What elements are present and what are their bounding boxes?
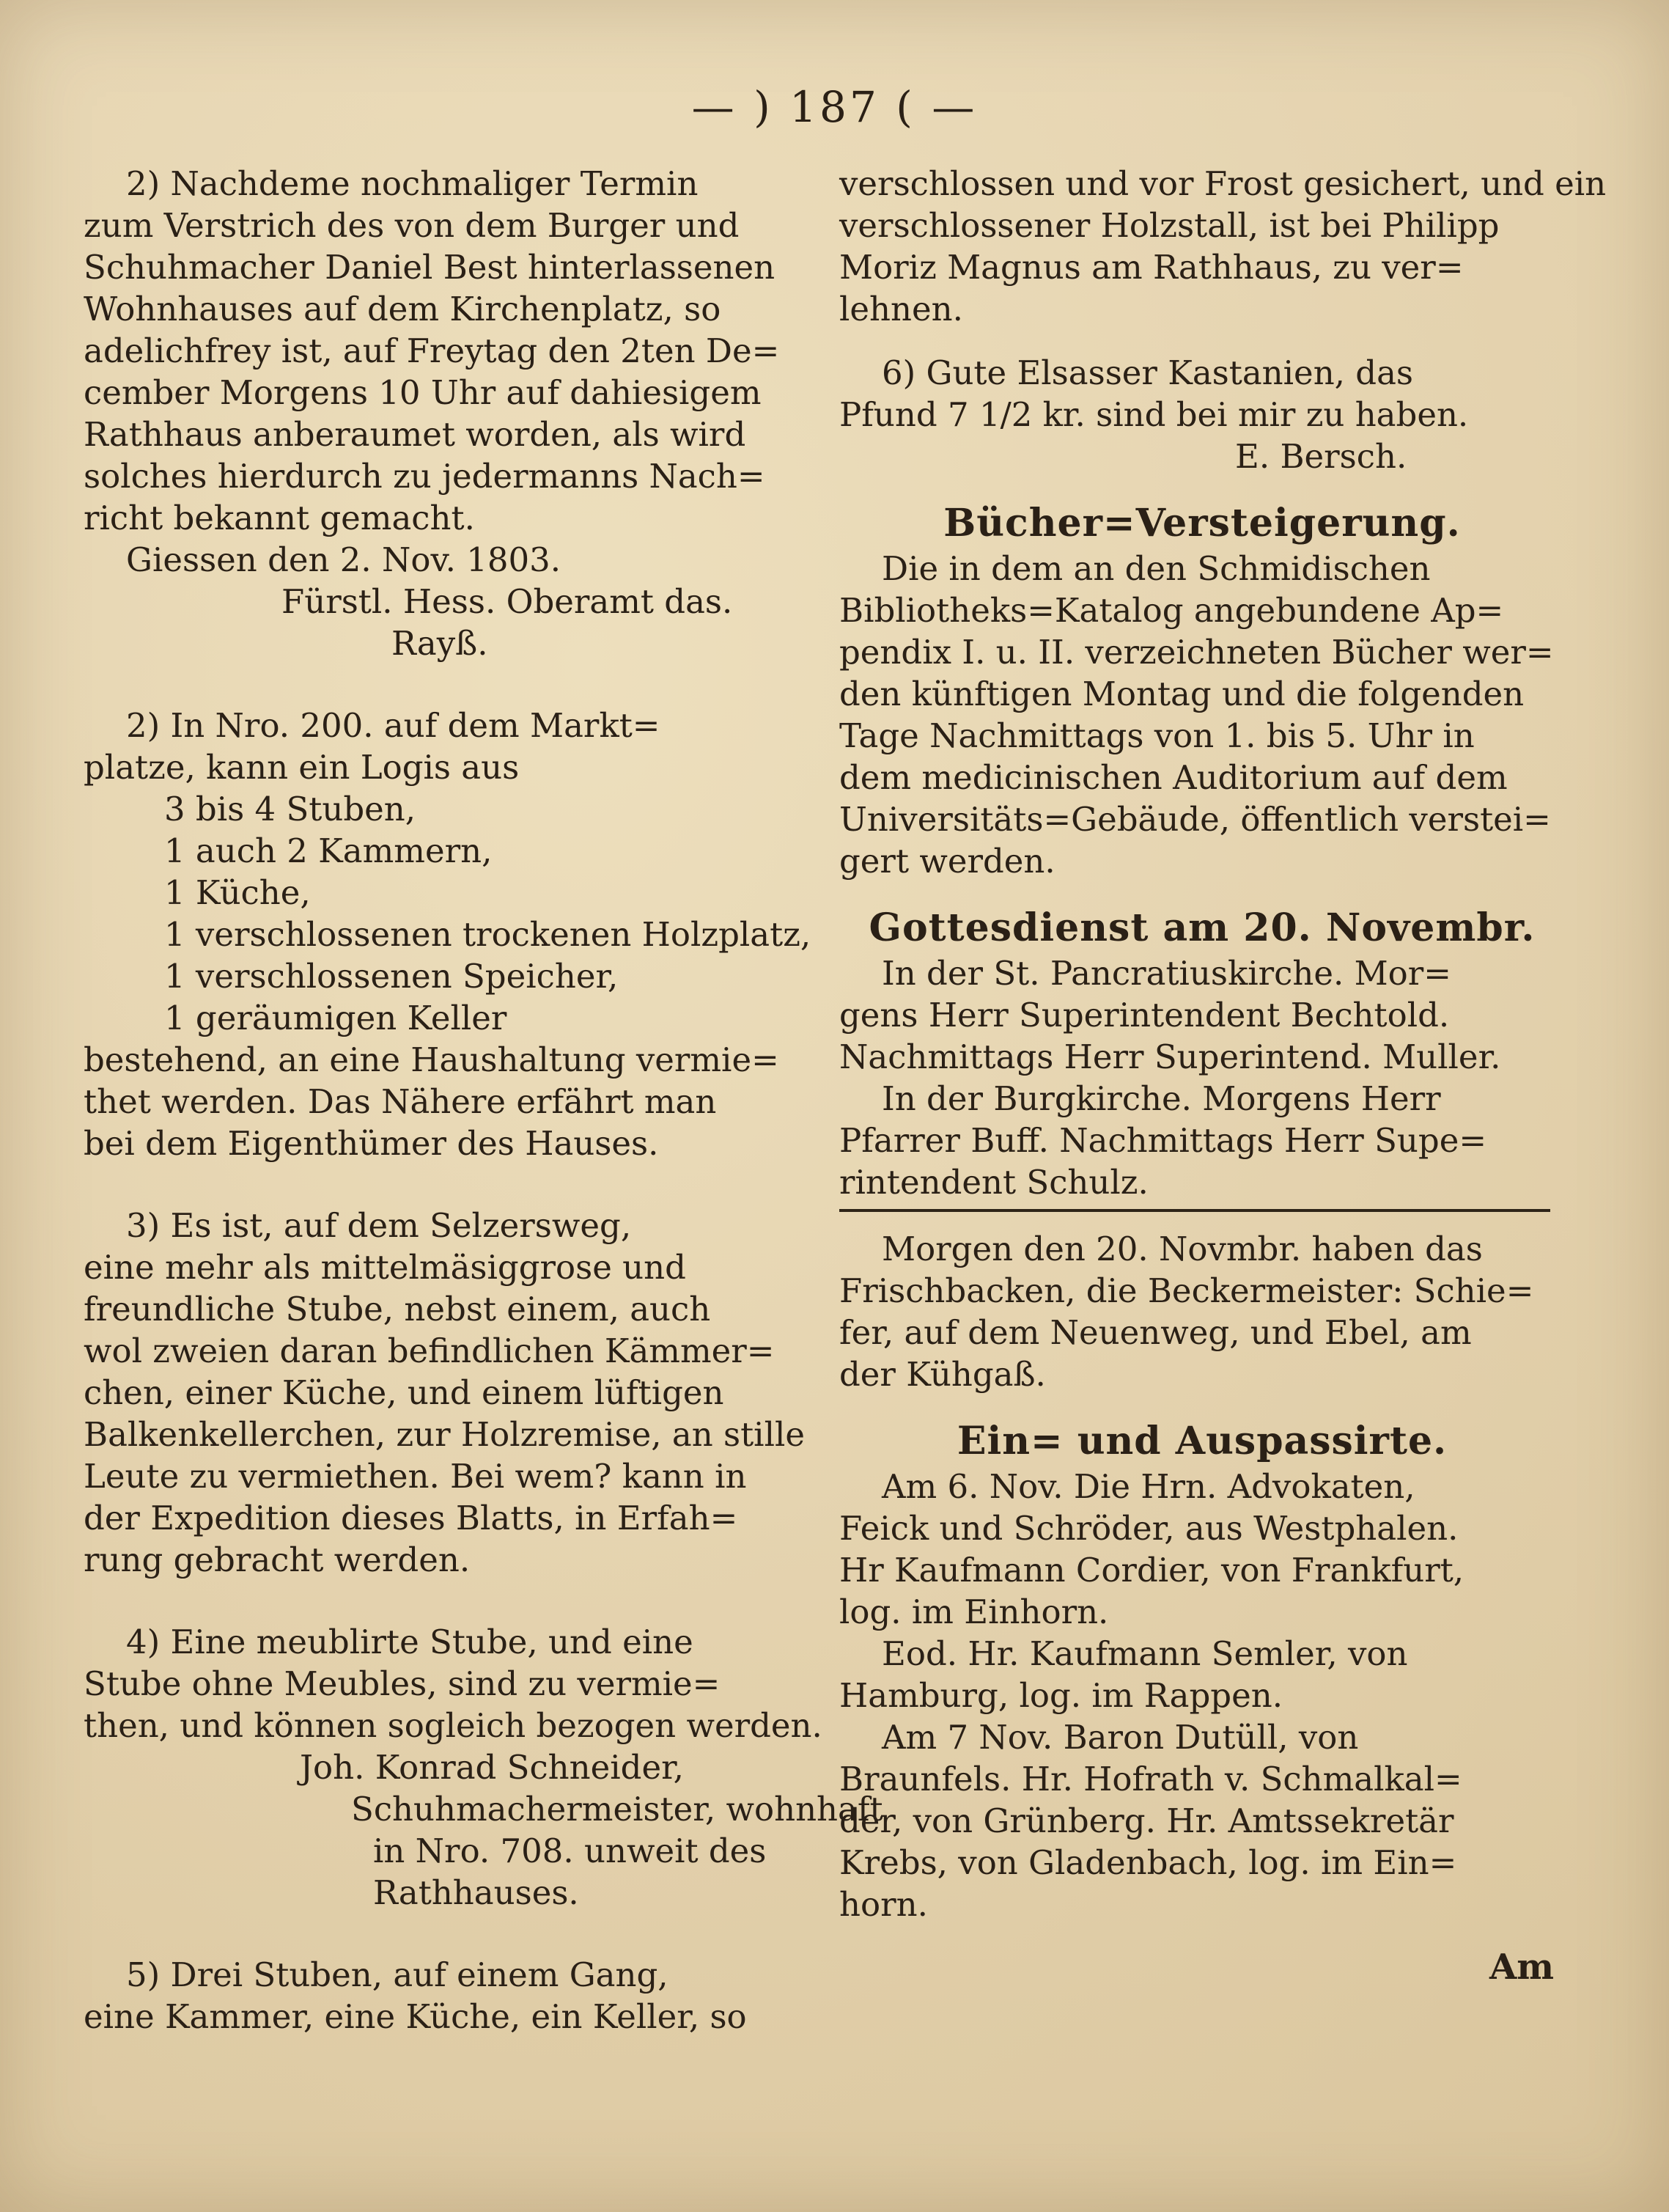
text-line: Nachmittags Herr Superintend. Muller.: [839, 1037, 1501, 1076]
list-item: 1 auch 2 Kammern,: [164, 831, 493, 870]
text-line: Hamburg, log. im Rappen.: [839, 1676, 1283, 1715]
advertiser-address: in Nro. 708. unweit des: [373, 1831, 767, 1870]
text-line: 3) Es ist, auf dem Selzersweg,: [126, 1206, 632, 1245]
notice-bakers: [839, 1228, 1565, 1395]
list-item: 1 verschlossenen trockenen Holzplatz,: [164, 915, 811, 954]
text-line: platze, kann ein Logis aus: [84, 748, 520, 787]
spacer: [84, 664, 802, 705]
text-line: der Expedition dieses Blatts, in Erfah=: [84, 1499, 738, 1537]
text-line: verschlossen und vor Frost gesichert, und ein: [839, 164, 1607, 203]
right-column: [839, 163, 1607, 1925]
text-line: Schuhmacher Daniel Best hinterlassenen: [84, 248, 775, 287]
notice-room-selzersweg: [84, 1205, 805, 1581]
text-line: rintendent Schulz.: [839, 1163, 1149, 1202]
text-line: Braunfels. Hr. Hofrath v. Schmalkal=: [839, 1760, 1462, 1798]
text-line: chen, einer Küche, und einem lüftigen: [84, 1373, 724, 1412]
advertiser-address: Rathhauses.: [373, 1873, 579, 1912]
text-line: dem medicinischen Auditorium auf dem: [839, 758, 1508, 797]
text-line: Feick und Schröder, aus Westphalen.: [839, 1509, 1459, 1548]
text-line: lehnen.: [839, 290, 963, 328]
spacer: [839, 1395, 1565, 1417]
text-line: Hr Kaufmann Cordier, von Frankfurt,: [839, 1551, 1464, 1590]
text-line: Wohnhauses auf dem Kirchenplatz, so: [84, 290, 721, 328]
spacer: [839, 477, 1565, 499]
section-divider: [839, 1209, 1550, 1212]
list-item: 3 bis 4 Stuben,: [164, 790, 416, 828]
text-line: verschlossener Holzstall, ist bei Philipp: [839, 206, 1500, 245]
text-line: 6) Gute Elsasser Kastanien, das: [882, 353, 1414, 392]
text-line: bei dem Eigenthümer des Hauses.: [84, 1124, 659, 1163]
notice-signature: Rayß.: [391, 624, 488, 663]
text-line: Krebs, von Gladenbach, log. im Ein=: [839, 1843, 1457, 1882]
advertiser-title: Schuhmachermeister, wohnhaft: [351, 1790, 883, 1829]
spacer: [84, 1164, 802, 1205]
text-line: Am 7 Nov. Baron Dutüll, von: [882, 1718, 1359, 1757]
catchword: Am: [1489, 1947, 1555, 1988]
text-line: pendix I. u. II. verzeichneten Bücher wer=: [839, 633, 1554, 672]
text-line: richt bekannt gemacht.: [84, 499, 475, 537]
text-line: Am 6. Nov. Die Hrn. Advokaten,: [882, 1467, 1415, 1506]
text-line: gert werden.: [839, 842, 1055, 881]
text-line: den künftigen Montag und die folgenden: [839, 675, 1525, 713]
notice-date: Giessen den 2. Nov. 1803.: [126, 540, 561, 579]
text-line: cember Morgens 10 Uhr auf dahiesigem: [84, 373, 762, 412]
text-line: Stube ohne Meubles, sind zu vermie=: [84, 1664, 721, 1703]
notice-church-service: [839, 952, 1565, 1203]
section-title-church-service: Gottesdienst am 20. Novembr.: [869, 905, 1536, 950]
spacer: [839, 882, 1565, 904]
text-line: der, von Grünberg. Hr. Amtssekretär: [839, 1801, 1454, 1840]
text-line: adelichfrey ist, auf Freytag den 2ten De=: [84, 331, 780, 370]
text-line: Rathhaus anberaumet worden, als wird: [84, 415, 746, 454]
text-line: Morgen den 20. Novmbr. haben das: [882, 1230, 1483, 1268]
text-line: then, und können sogleich bezogen werden.: [84, 1706, 822, 1745]
text-line: wol zweien daran befindlichen Kämmer=: [84, 1331, 775, 1370]
notice-office: Fürstl. Hess. Oberamt das.: [281, 582, 733, 621]
text-line: 5) Drei Stuben, auf einem Gang,: [126, 1955, 668, 1994]
list-item: 1 geräumigen Keller: [164, 999, 507, 1037]
text-line: freundliche Stube, nebst einem, auch: [84, 1290, 711, 1329]
text-line: fer, auf dem Neuenweg, und Ebel, am: [839, 1313, 1472, 1352]
text-line: der Kühgaß.: [839, 1355, 1046, 1394]
section-title-travellers: Ein= und Auspassirte.: [957, 1419, 1448, 1463]
notice-three-rooms: [84, 1954, 802, 2038]
text-line: Bibliotheks=Katalog angebundene Ap=: [839, 591, 1504, 630]
spacer: [84, 1914, 802, 1954]
text-line: Leute zu vermiethen. Bei wem? kann in: [84, 1457, 747, 1496]
text-line: rung gebracht werden.: [84, 1540, 471, 1579]
advertiser-name: E. Bersch.: [1235, 437, 1407, 476]
advertiser-name: Joh. Konrad Schneider,: [300, 1748, 684, 1787]
left-column: [84, 163, 883, 2038]
text-line: bestehend, an eine Haushaltung vermie=: [84, 1040, 779, 1079]
text-line: eine mehr als mittelmäsiggrose und: [84, 1248, 686, 1287]
text-line: Pfarrer Buff. Nachmittags Herr Supe=: [839, 1121, 1487, 1160]
notice-house-auction: [84, 163, 802, 664]
text-line: Die in dem an den Schmidischen: [882, 549, 1431, 588]
text-line: Eod. Hr. Kaufmann Semler, von: [882, 1634, 1408, 1673]
text-line: horn.: [839, 1885, 928, 1924]
text-line: 4) Eine meublirte Stube, und eine: [126, 1623, 693, 1661]
text-line: thet werden. Das Nähere erfährt man: [84, 1082, 717, 1121]
notice-three-rooms-continued: [839, 163, 1607, 330]
text-line: Frischbacken, die Beckermeister: Schie=: [839, 1271, 1534, 1310]
notice-travellers: [839, 1466, 1565, 1925]
text-line: solches hierdurch zu jedermanns Nach=: [84, 457, 765, 496]
text-line: Balkenkellerchen, zur Holzremise, an stille: [84, 1415, 805, 1454]
page-number: — ) 187 ( —: [691, 82, 978, 132]
notice-chestnuts: [839, 352, 1565, 477]
text-line: 2) Nachdeme nochmaliger Termin: [126, 164, 699, 203]
list-item: 1 Küche,: [164, 873, 311, 912]
spacer: [84, 1581, 802, 1621]
text-line: eine Kammer, eine Küche, ein Keller, so: [84, 1997, 747, 2036]
notice-book-auction: [839, 548, 1565, 882]
text-line: gens Herr Superintendent Bechtold.: [839, 996, 1450, 1035]
text-line: 2) In Nro. 200. auf dem Markt=: [126, 706, 660, 745]
text-line: Moriz Magnus am Rathhaus, zu ver=: [839, 248, 1464, 287]
notice-lodging-market: [84, 705, 811, 1164]
section-title-book-auction: Bücher=Versteigerung.: [943, 501, 1461, 545]
spacer: [839, 330, 1565, 352]
list-item: 1 verschlossenen Speicher,: [164, 957, 619, 996]
text-line: zum Verstrich des von dem Burger und: [84, 206, 740, 245]
text-line: log. im Einhorn.: [839, 1592, 1109, 1631]
text-line: Universitäts=Gebäude, öffentlich verstei=: [839, 800, 1551, 839]
text-line: In der Burgkirche. Morgens Herr: [882, 1079, 1441, 1118]
notice-furnished-room: [84, 1621, 883, 1914]
text-line: In der St. Pancratiuskirche. Mor=: [882, 954, 1451, 993]
text-line: Pfund 7 1/2 kr. sind bei mir zu haben.: [839, 395, 1469, 434]
text-line: Tage Nachmittags von 1. bis 5. Uhr in: [839, 716, 1475, 755]
